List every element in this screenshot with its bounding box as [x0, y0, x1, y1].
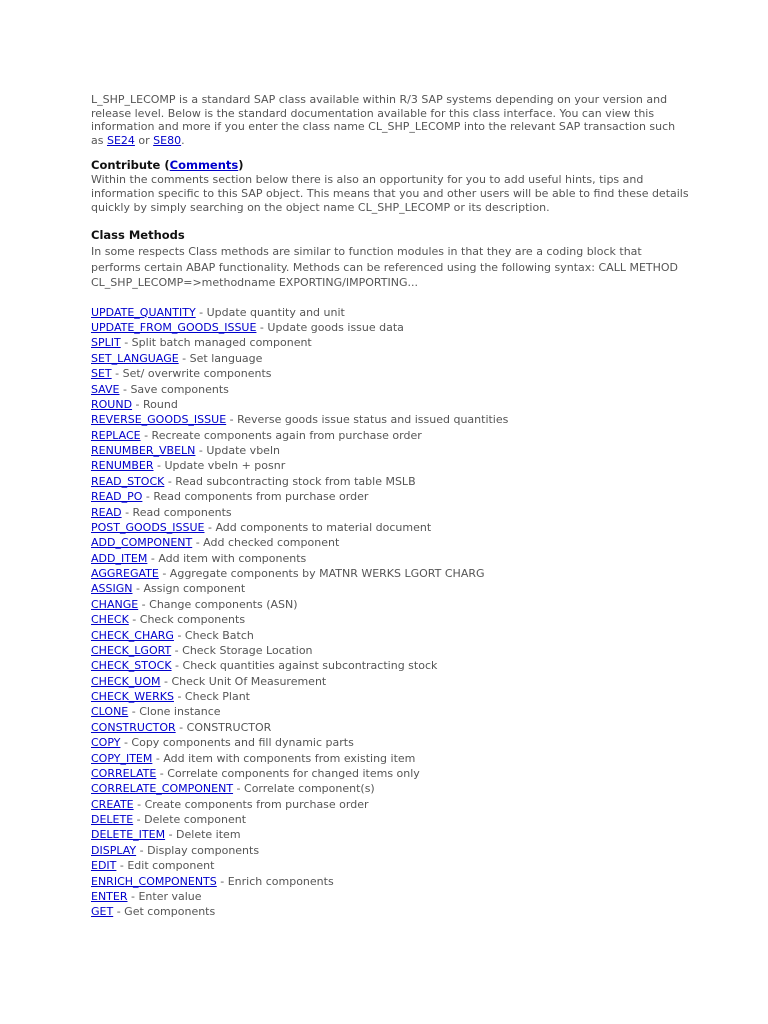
method-description: - Edit component	[116, 859, 215, 873]
method-item	[91, 551, 691, 566]
method-item	[91, 843, 691, 858]
method-item	[91, 335, 691, 350]
contribute-heading	[91, 158, 691, 173]
comments-link[interactable]: Comments	[169, 158, 239, 173]
method-link[interactable]: SET	[91, 367, 112, 381]
method-link[interactable]: UPDATE_FROM_GOODS_ISSUE	[91, 321, 257, 335]
method-description: - Reverse goods issue status and issued quantities	[226, 413, 509, 427]
intro-end-text: .	[181, 133, 185, 147]
method-description: - Display components	[136, 843, 260, 857]
method-item	[91, 305, 691, 320]
contribute-section	[91, 158, 691, 214]
method-description: - Read components	[121, 505, 232, 519]
method-description: - Copy components and fill dynamic parts	[120, 736, 354, 750]
method-link[interactable]: ENTER	[91, 889, 128, 903]
method-link[interactable]: AGGREGATE	[91, 567, 159, 581]
method-item	[91, 458, 691, 473]
method-item	[91, 720, 691, 735]
method-item	[91, 443, 691, 458]
method-description: - Correlate component(s)	[233, 782, 375, 796]
method-link[interactable]: CHECK_WERKS	[91, 690, 174, 704]
method-link[interactable]: GET	[91, 905, 114, 919]
method-description: - Check Unit Of Measurement	[160, 674, 327, 688]
method-link[interactable]: SPLIT	[91, 336, 121, 350]
method-link[interactable]: POST_GOODS_ISSUE	[91, 520, 205, 534]
method-description: - Check quantities against subcontracting stock	[171, 659, 438, 673]
method-item	[91, 412, 691, 427]
method-description: - Recreate components again from purchase order	[140, 428, 422, 442]
method-link[interactable]: ADD_ITEM	[91, 551, 148, 565]
method-item	[91, 797, 691, 812]
method-description: - Set/ overwrite components	[111, 367, 272, 381]
method-item	[91, 904, 691, 919]
method-item	[91, 781, 691, 796]
intro-paragraph	[91, 93, 691, 147]
method-item	[91, 428, 691, 443]
method-link[interactable]: REPLACE	[91, 428, 141, 442]
method-item	[91, 889, 691, 904]
method-description: - Get components	[113, 905, 216, 919]
method-link[interactable]: CHECK_UOM	[91, 674, 161, 688]
method-link[interactable]: CHECK_CHARG	[91, 628, 174, 642]
method-item	[91, 735, 691, 750]
method-item	[91, 581, 691, 596]
method-item	[91, 751, 691, 766]
contribute-text: Within the comments section below there is also an opportunity for you to add useful hints, tips and information specific to this SAP object. This means that you and other users will be able to find these details quickly by simply searching on the object name CL_SHP_LECOMP or its description.	[91, 173, 689, 214]
method-description: - Save components	[119, 382, 229, 396]
method-item	[91, 643, 691, 658]
method-item	[91, 520, 691, 535]
method-item	[91, 874, 691, 889]
method-link[interactable]: CHANGE	[91, 597, 139, 611]
method-item	[91, 674, 691, 689]
method-link[interactable]: CHECK_STOCK	[91, 659, 172, 673]
method-link[interactable]: RENUMBER	[91, 459, 154, 473]
method-description: - Change components (ASN)	[138, 597, 298, 611]
method-description: - Round	[132, 397, 178, 411]
method-description: - Read components from purchase order	[142, 490, 369, 504]
method-description: - Set language	[178, 351, 263, 365]
method-link[interactable]: ENRICH_COMPONENTS	[91, 874, 217, 888]
method-item	[91, 505, 691, 520]
method-item	[91, 474, 691, 489]
method-item	[91, 351, 691, 366]
method-item	[91, 382, 691, 397]
method-link[interactable]: DISPLAY	[91, 843, 137, 857]
method-link[interactable]: DELETE	[91, 813, 134, 827]
method-link[interactable]: REVERSE_GOODS_ISSUE	[91, 413, 227, 427]
method-description: - Correlate components for changed items only	[156, 766, 420, 780]
method-item	[91, 812, 691, 827]
method-description: - Delete item	[165, 828, 241, 842]
method-description: - Update vbeln	[195, 444, 280, 458]
method-link[interactable]: READ	[91, 505, 122, 519]
method-link[interactable]: ROUND	[91, 397, 133, 411]
method-item	[91, 658, 691, 673]
method-item	[91, 320, 691, 335]
method-link[interactable]: EDIT	[91, 859, 117, 873]
method-item	[91, 597, 691, 612]
method-item	[91, 827, 691, 842]
method-item	[91, 628, 691, 643]
method-description: - Create components from purchase order	[133, 797, 369, 811]
method-description: - Update goods issue data	[256, 321, 404, 335]
intro-text: L_SHP_LECOMP is a standard SAP class available within R/3 SAP systems depending on your version and release level. Below is the standard documentation available for this class interface. You can view this information and more if you enter the class name CL_SHP_LECOMP into the relevant SAP transaction such as	[91, 93, 676, 147]
method-link[interactable]: SAVE	[91, 382, 120, 396]
method-description: - Split batch managed component	[120, 336, 312, 350]
method-description: - Check components	[128, 613, 246, 627]
method-description: - Check Storage Location	[171, 643, 313, 657]
method-description: - Add item with components	[147, 551, 307, 565]
method-description: - Update quantity and unit	[195, 305, 345, 319]
contribute-heading-close: )	[238, 158, 244, 173]
document-page	[91, 93, 691, 920]
method-link[interactable]: COPY_ITEM	[91, 751, 153, 765]
method-link[interactable]: SET_LANGUAGE	[91, 351, 179, 365]
method-link[interactable]: DELETE_ITEM	[91, 828, 166, 842]
class-methods-section	[91, 228, 691, 291]
contribute-heading-text: Contribute (	[91, 158, 170, 173]
method-description: - Check Batch	[173, 628, 254, 642]
method-link[interactable]: ASSIGN	[91, 582, 133, 596]
method-link[interactable]: CORRELATE	[91, 766, 157, 780]
method-description: - Update vbeln + posnr	[153, 459, 286, 473]
method-link[interactable]: RENUMBER_VBELN	[91, 444, 196, 458]
class-methods-text: In some respects Class methods are similar to function modules in that they are a coding block that performs certain ABAP functionality. Methods can be referenced using the following syntax: CALL METHOD CL_SHP_LECOMP=>methodname EXPORTING/IMPORTING...	[91, 245, 679, 290]
method-link[interactable]: CHECK	[91, 613, 129, 627]
method-link[interactable]: UPDATE_QUANTITY	[91, 305, 196, 319]
method-description: - Enter value	[127, 889, 202, 903]
method-item	[91, 397, 691, 412]
method-description: - Read subcontracting stock from table MSLB	[164, 474, 416, 488]
method-link[interactable]: ADD_COMPONENT	[91, 536, 193, 550]
method-description: - Add components to material document	[204, 520, 432, 534]
method-link[interactable]: CONSTRUCTOR	[91, 720, 176, 734]
method-item	[91, 566, 691, 581]
methods-list	[91, 305, 691, 920]
method-item	[91, 704, 691, 719]
method-description: - Aggregate components by MATNR WERKS LGORT CHARG	[158, 567, 485, 581]
method-link[interactable]: CREATE	[91, 797, 134, 811]
method-description: - Assign component	[132, 582, 246, 596]
method-description: - Delete component	[133, 813, 247, 827]
method-item	[91, 689, 691, 704]
se24-link[interactable]: SE24	[106, 133, 135, 147]
method-item	[91, 766, 691, 781]
method-description: - Add item with components from existing item	[152, 751, 416, 765]
method-description: - Clone instance	[128, 705, 221, 719]
se80-link[interactable]: SE80	[153, 133, 182, 147]
method-link[interactable]: CHECK_LGORT	[91, 643, 172, 657]
intro-or-text: or	[134, 133, 154, 147]
method-item	[91, 535, 691, 550]
method-item	[91, 366, 691, 381]
method-link[interactable]: READ_STOCK	[91, 474, 165, 488]
class-methods-heading: Class Methods	[91, 228, 185, 243]
method-item	[91, 489, 691, 504]
method-description: - Enrich components	[216, 874, 334, 888]
method-item	[91, 612, 691, 627]
method-item	[91, 858, 691, 873]
method-link[interactable]: CORRELATE_COMPONENT	[91, 782, 234, 796]
method-description: - Check Plant	[173, 690, 250, 704]
method-link[interactable]: READ_PO	[91, 490, 143, 504]
method-link[interactable]: CLONE	[91, 705, 129, 719]
method-description: - CONSTRUCTOR	[175, 720, 272, 734]
method-description: - Add checked component	[192, 536, 340, 550]
method-link[interactable]: COPY	[91, 736, 121, 750]
